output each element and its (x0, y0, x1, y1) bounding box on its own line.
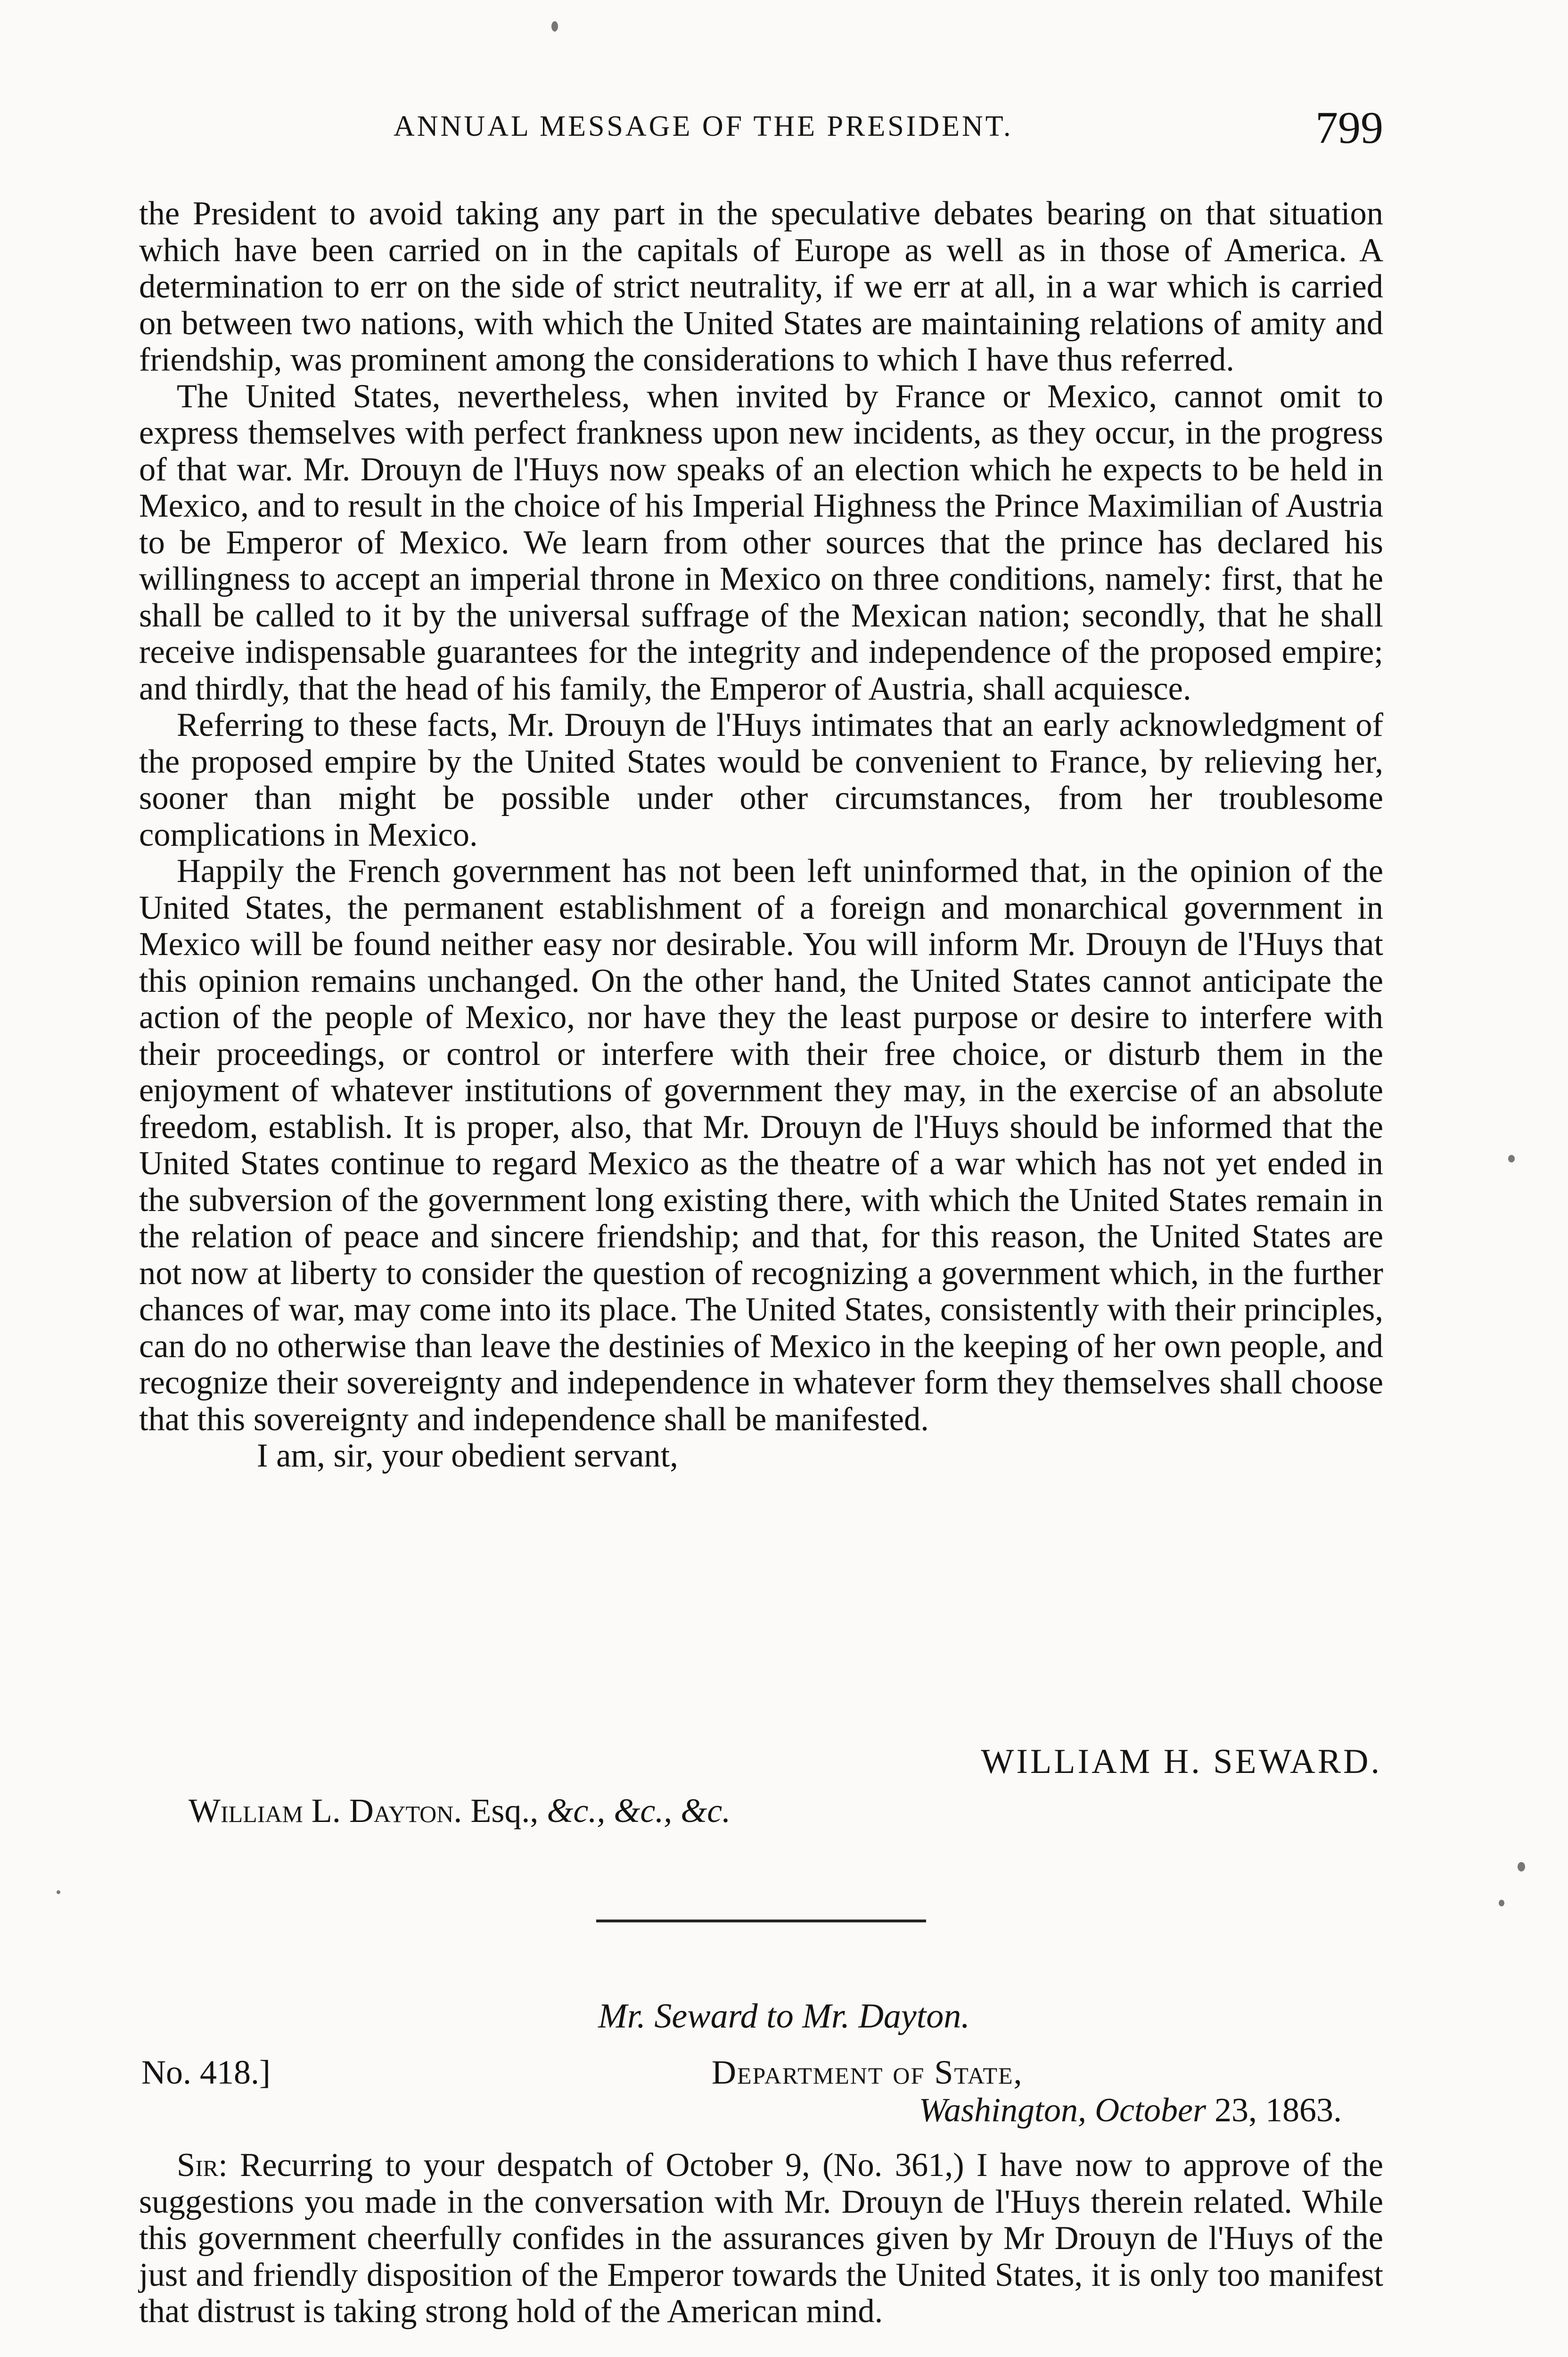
scan-speck (1499, 1900, 1504, 1906)
paragraph (139, 2147, 1383, 2330)
dateline (919, 2091, 1342, 2130)
paragraph: Referring to these facts, Mr. Drouyn de l'Huys intimates that an early acknowledgment of the proposed empire by the United States would be convenient to France, by relieving her, sooner than might be possible under other circumstances, from her troublesome complications in Mexico. (139, 707, 1383, 853)
running-title: ANNUAL MESSAGE OF THE PRESIDENT. (394, 110, 1013, 142)
addressee-etc: &c., &c., &c. (547, 1792, 731, 1830)
letter-body: Recurring to your despatch of October 9, (No. 361,) I have now to approve of the suggestions you made in the conversation with Mr. Drouyn de l'Huys therein related. While this government cheerfully confides in the assurances given by Mr Drouyn de l'Huys of the just and friendly disposition of the Emperor towards the United States, it is only too manifest that distrust is taking strong hold of the American mind. (139, 2147, 1383, 2330)
dateline-month: October (1095, 2091, 1206, 2129)
scan-speck (551, 21, 558, 32)
letter-heading: Mr. Seward to Mr. Dayton. (598, 1997, 970, 2036)
signature: WILLIAM H. SEWARD. (981, 1742, 1382, 1781)
letter-number: No. 418.] (141, 2053, 271, 2091)
paragraph: The United States, nevertheless, when invited by France or Mexico, cannot omit to express themselves with perfect frankness upon new incidents, as they occur, in the progress of that war. Mr. Drouyn de l'Huys now speaks of an election which he expects to be held in Mexico, and to result in the choice of his Imperial Highness the Prince Maximilian of Austria to be Emperor of Mexico. We learn from other sources that the prince has declared his willingness to accept an imperial throne in Mexico on three conditions, namely: first, that he shall be called to it by the universal suffrage of the Mexican nation; secondly, that he shall receive indispensable guarantees for the integrity and independence of the proposed empire; and thirdly, that the head of his family, the Emperor of Austria, shall acquiesce. (139, 378, 1383, 707)
department-line: Department of State, (712, 2053, 1023, 2091)
paragraph: the President to avoid taking any part in the speculative debates bearing on that situation which have been carried on in the capitals of Europe as well as in those of America. A determination to err on the side of strict neutrality, if we err at all, in a war which is carried on between two nations, with which the United States are maintaining relations of amity and friendship, was prominent among the considerations to which I have thus referred. (139, 195, 1383, 378)
dateline-day-year: 23, 1863. (1206, 2091, 1342, 2129)
addressee (189, 1791, 731, 1830)
page-number: 799 (1315, 102, 1383, 153)
addressee-suffix: Esq., (462, 1792, 547, 1830)
scan-speck (1508, 1155, 1515, 1162)
closing-line: I am, sir, your obedient servant, (257, 1437, 678, 1474)
second-letter-text (139, 2147, 1383, 2330)
salutation: Sir: (177, 2147, 228, 2184)
addressee-name: William L. Dayton. (189, 1792, 462, 1830)
scan-speck (1518, 1862, 1525, 1871)
paragraph: Happily the French government has not been left uninformed that, in the opinion of the United States, the permanent establishment of a foreign and monarchical government in Mexico will be found neither easy nor desirable. You will inform Mr. Drouyn de l'Huys that this opinion remains unchanged. On the other hand, the United States cannot anticipate the action of the people of Mexico, nor have they the least purpose or desire to interfere with their proceedings, or control or interfere with their free choice, or disturb them in the enjoyment of whatever institutions of government they may, in the exercise of an absolute freedom, establish. It is proper, also, that Mr. Drouyn de l'Huys should be informed that the United States continue to regard Mexico as the theatre of a war which has not yet ended in the subversion of the government long existing there, with which the United States remain in the relation of peace and sincere friendship; and that, for this reason, the United States are not now at liberty to consider the question of recognizing a government which, in the further chances of war, may come into its place. The United States, consistently with their principles, can do no otherwise than leave the destinies of Mexico in the keeping of her own people, and recognize their sovereignty and independence in whatever form they themselves shall choose that this sovereignty and independence shall be manifested. (139, 853, 1383, 1438)
letter-text (139, 196, 1383, 1475)
page-header (139, 101, 1388, 158)
scan-speck (57, 1890, 60, 1894)
dateline-place: Washington, (919, 2091, 1095, 2129)
section-divider (596, 1920, 926, 1922)
